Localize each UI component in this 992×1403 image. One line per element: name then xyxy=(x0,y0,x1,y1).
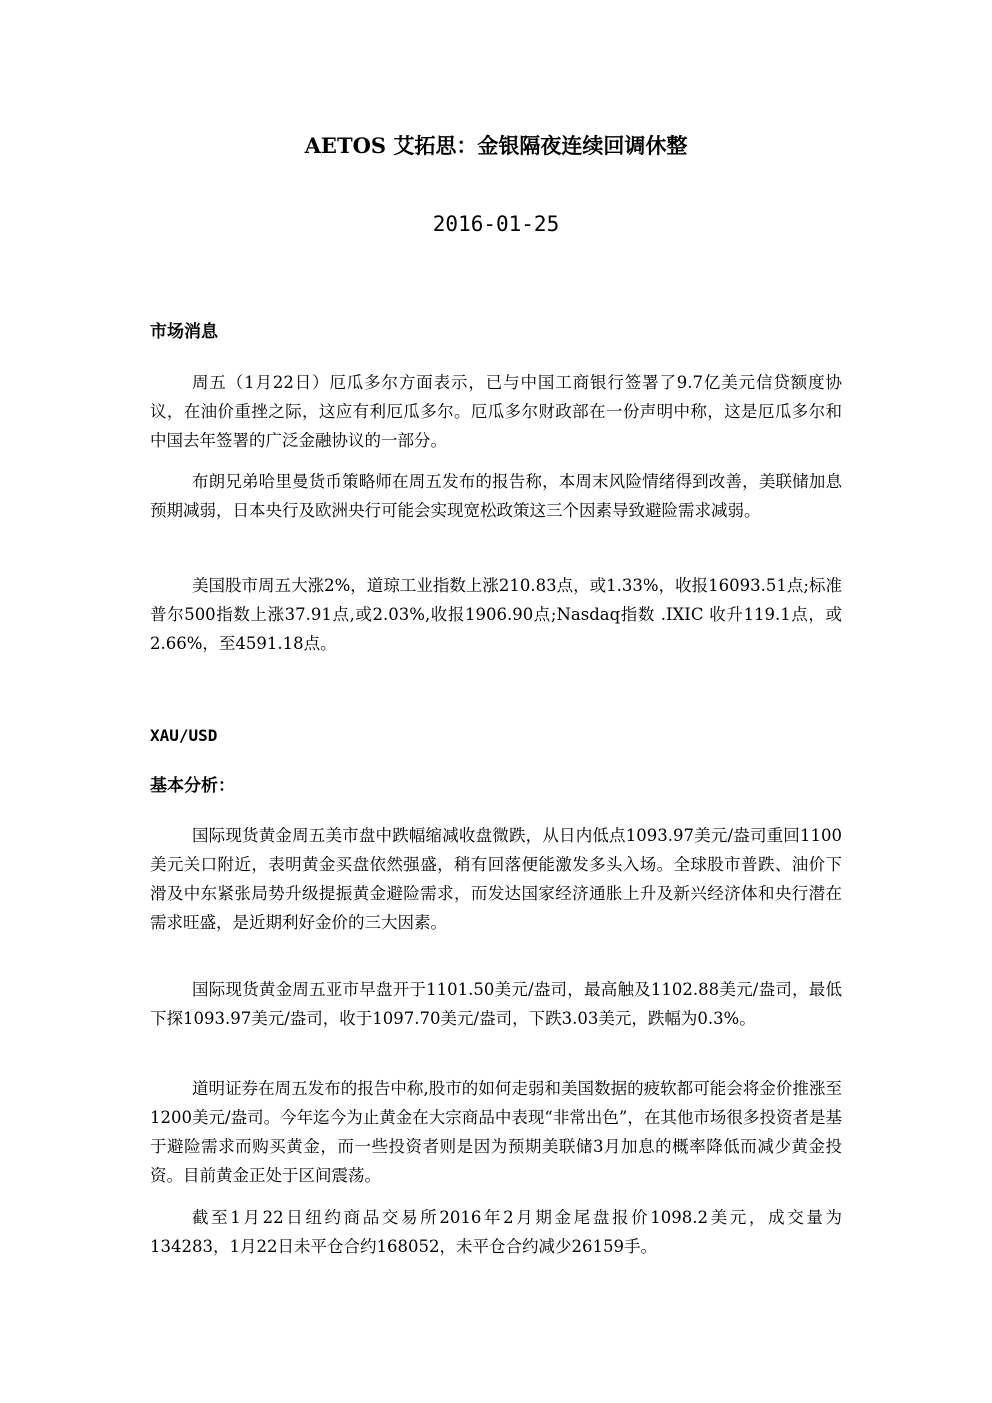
xau-usd-paragraph-4: 截至1月22日纽约商品交易所2016年2月期金尾盘报价1098.2美元，成交量为134283，1月22日未平仓合约168052，未平仓合约减少26159手。 xyxy=(150,1208,842,1256)
market-news-paragraph-3: 美国股市周五大涨2%，道琼工业指数上涨210.83点，或1.33%，收报16093.51点;标准普尔500指数上涨37.91点,或2.03%,收报1906.90点;Nasdaq指数 .IXIC 收升119.1点，或2.66%，至4591.18点。 xyxy=(150,576,842,653)
market-news-paragraph-2: 布朗兄弟哈里曼货币策略师在周五发布的报告称，本周末风险情绪得到改善，美联储加息预期减弱，日本央行及欧洲央行可能会实现宽松政策这三个因素导致避险需求减弱。 xyxy=(150,472,842,520)
xau-usd-paragraph-2: 国际现货黄金周五亚市早盘开于1101.50美元/盎司，最高触及1102.88美元/盎司，最低下探1093.97美元/盎司，收于1097.70美元/盎司，下跌3.03美元，跌幅为0.3%。 xyxy=(150,980,842,1028)
xau-usd-paragraph-1: 国际现货黄金周五美市盘中跌幅缩减收盘微跌，从日内低点1093.97美元/盎司重回1100美元关口附近，表明黄金买盘依然强盛，稍有回落便能激发多头入场。全球股市普跌、油价下滑及中东紧张局势升级提振黄金避险需求，而发达国家经济通胀上升及新兴经济体和央行潜在需求旺盛，是近期利好金价的三大因素。 xyxy=(150,826,842,932)
xau-usd-paragraph-3: 道明证券在周五发布的报告中称,股市的如何走弱和美国数据的疲软都可能会将金价推涨至1200美元/盎司。今年迄今为止黄金在大宗商品中表现“非常出色”，在其他市场很多投资者是基于避险需求而购买黄金，而一些投资者则是因为预期美联储3月加息的概率降低而减少黄金投资。目前黄金正处于区间震荡。 xyxy=(150,1079,842,1185)
section-heading-market-news: 市场消息 xyxy=(150,322,218,342)
document-date: 2016-01-25 xyxy=(432,212,560,236)
document-title: AETOS 艾拓思：金银隔夜连续回调休整 xyxy=(304,133,688,158)
market-news-paragraph-1: 周五（1月22日）厄瓜多尔方面表示，已与中国工商银行签署了9.7亿美元信贷额度协议，在油价重挫之际，这应有利厄瓜多尔。厄瓜多尔财政部在一份声明中称，这是厄瓜多尔和中国去年签署的广泛金融协议的一部分。 xyxy=(150,373,842,450)
section-heading-xau-usd: XAU/USD xyxy=(150,726,218,745)
subheading-fundamental-analysis: 基本分析： xyxy=(150,776,235,796)
